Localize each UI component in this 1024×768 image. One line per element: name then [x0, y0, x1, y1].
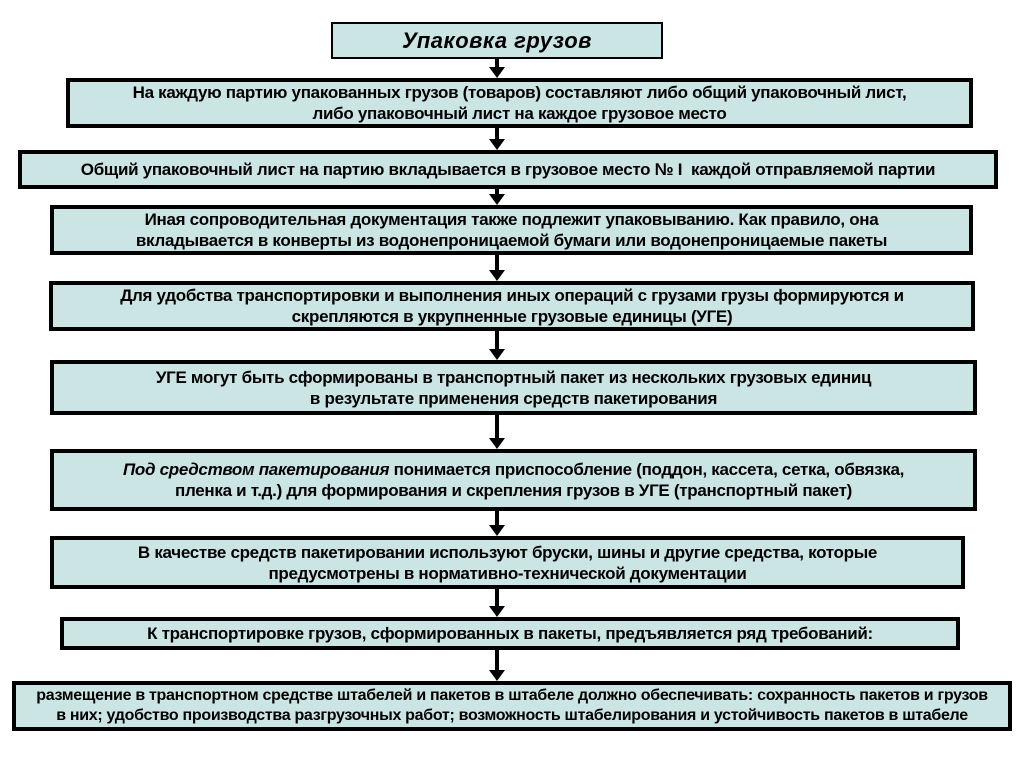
box-text-line: предусмотрены в нормативно-технической документации	[268, 563, 747, 583]
arrow-head-icon	[489, 670, 505, 681]
box-text-line: Для удобства транспортировки и выполнения иных операций с грузами грузы формируются и	[120, 286, 904, 305]
flow-box-2	[18, 150, 998, 189]
page-title: Упаковка грузов	[402, 28, 592, 53]
down-arrow	[489, 589, 505, 617]
down-arrow	[489, 650, 505, 681]
flow-box-5	[50, 360, 977, 415]
arrow-shaft	[495, 331, 499, 350]
box-text-line: В качестве средств пакетировании используют бруски, шины и другие средства, которые	[137, 542, 878, 562]
flow-box-9	[12, 681, 1012, 731]
arrow-head-icon	[489, 270, 505, 281]
box-text-line: размещение в транспортном средстве штабелей и пакетов в штабеле должно обеспечивать: сохранность пакетов и грузов	[36, 687, 988, 704]
title-box	[331, 22, 663, 59]
arrow-head-icon	[489, 606, 505, 617]
box-text-line: в результате применения средств пакетирования	[309, 388, 718, 408]
arrow-shaft	[495, 650, 499, 671]
down-arrow	[489, 128, 505, 150]
box-text-line: либо упаковочный лист на каждое грузовое место	[312, 104, 727, 123]
box-text-line: К транспортировке грузов, сформированных в пакеты, предъявляется ряд требований:	[147, 624, 873, 643]
arrow-head-icon	[489, 139, 505, 150]
box-text-line: скрепляются в укрупненные грузовые единицы (УГЕ)	[291, 307, 733, 326]
flow-box-6	[50, 449, 977, 511]
flow-box-7	[50, 536, 965, 589]
box-text-line	[123, 459, 904, 480]
down-arrow	[489, 415, 505, 449]
box-text-line: УГЕ могут быть сформированы в транспортный пакет из нескольких грузовых единиц	[155, 367, 872, 387]
arrow-head-icon	[489, 349, 505, 360]
flow-box-4	[49, 281, 975, 331]
down-arrow	[489, 189, 505, 205]
arrow-head-icon	[489, 438, 505, 449]
box-text-line: На каждую партию упакованных грузов (товаров) составляют либо общий упаковочный лист,	[132, 83, 907, 102]
down-arrow	[489, 255, 505, 281]
box-text-line: пленка и т.д.) для формирования и скрепления грузов в УГЕ (транспортный пакет)	[175, 481, 852, 500]
arrow-shaft	[495, 589, 499, 607]
down-arrow	[489, 59, 505, 78]
arrow-shaft	[495, 415, 499, 439]
flow-box-3	[50, 205, 973, 255]
box-text-line: Общий упаковочный лист на партию вкладывается в грузовое место № I каждой отправляемой партии	[80, 160, 936, 179]
box-text-line: вкладывается в конверты из водонепроницаемой бумаги или водонепроницаемые пакеты	[135, 231, 888, 250]
arrow-shaft	[495, 511, 499, 526]
box-text-line: Иная сопроводительная документация также подлежит упаковыванию. Как правило, она	[144, 210, 879, 229]
italic-term: Под средством пакетирования	[122, 460, 390, 479]
arrow-head-icon	[489, 525, 505, 536]
down-arrow	[489, 331, 505, 360]
down-arrow	[489, 511, 505, 536]
arrow-head-icon	[489, 67, 505, 78]
arrow-head-icon	[489, 194, 505, 205]
box-text-rest: понимается приспособление (поддон, кассета, сетка, обвязка,	[389, 460, 905, 479]
box-text-line: в них; удобство производства разгрузочных работ; возможность штабелирования и устойчивость пакетов в штабеле	[56, 707, 968, 724]
flow-box-8	[60, 617, 960, 650]
arrow-shaft	[495, 255, 499, 271]
flow-box-1	[66, 78, 973, 128]
